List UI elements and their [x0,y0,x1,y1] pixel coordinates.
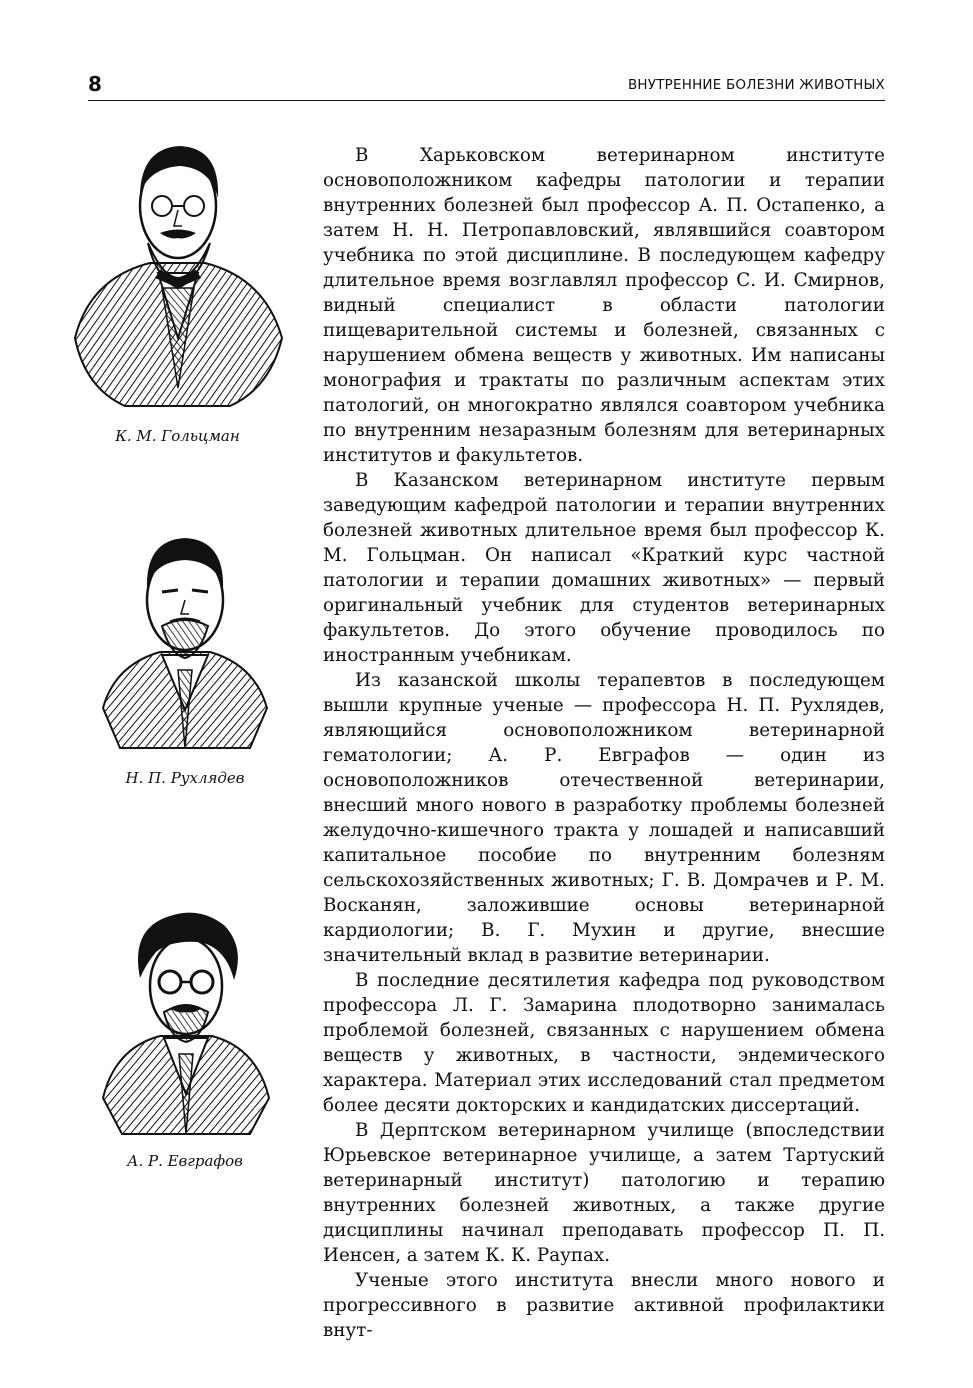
portrait-goltsman [70,138,285,410]
page-number: 8 [88,72,102,96]
body-text [323,143,885,1343]
portrait-engraving-icon [100,530,270,750]
portrait-caption: К. М. Гольцман [115,427,240,445]
portrait-caption: А. Р. Евграфов [127,1152,243,1170]
paragraph: В последние десятилетия кафедра под руководством профессора Л. Г. Замарина плодотворно занималась проблемой болезней, связанных с нарушением обмена веществ у животных, в частности, эндемического характера. Материал этих исследований стал предметом более десяти докторских и кандидатских диссертаций. [323,970,885,1116]
portrait-rukhlyadev [100,530,270,750]
portrait-caption: Н. П. Рухлядев [125,769,245,787]
paragraph: В Харьковском ветеринарном институте основоположником кафедры патологии и терапии внутренних болезней был профессор А. П. Остапенко, а затем Н. Н. Петропавловский, являвшийся соавтором учебника по этой дисциплине. В последующем кафедру длительное время возглавлял профессор С. И. Смирнов, видный специалист в области патологии пищеварительной системы и болезней, связанных с нарушением обмена веществ у животных. Им написаны монография и трактаты по различным аспектам этих патологий, он многократно являлся соавтором учебника по внутренним незаразным болезням для ветеринарных институтов и факультетов. [323,145,885,466]
portrait-engraving-icon [70,138,285,410]
paragraph: В Казанском ветеринарном институте первым заведующим кафедрой патологии и терапии внутренних болезней животных длительное время был профессор К. М. Гольцман. Он написал «Краткий курс частной патологии и терапии домашних животных» — первый оригинальный учебник для студентов ветеринарных факультетов. До этого обучение проводилось по иностранным учебникам. [323,470,885,666]
paragraph: Из казанской школы терапевтов в последующем вышли крупные ученые — профессора Н. П. Рухлядев, являющийся основоположником ветеринарной гематологии; А. Р. Евграфов — один из основоположников отечественной ветеринарии, внесший много нового в разработку проблемы болезней желудочно-кишечного тракта у лошадей и написавший капитальное пособие по внутренним болезням сельскохозяйственных животных; Г. В. Домрачев и Р. М. Восканян, заложившие основы ветеринарной кардиологии; В. Г. Мухин и другие, внесшие значительный вклад в развитие ветеринарии. [323,670,885,966]
portrait-engraving-icon [100,908,272,1136]
portrait-evgrafov [100,908,272,1136]
running-head [88,72,885,101]
paragraph: В Дерптском ветеринарном училище (впоследствии Юрьевское ветеринарное училище, а затем Тартуский ветеринарный институт) патологию и терапию внутренних болезней животных, а также другие дисциплины начинал преподавать профессор П. П. Иенсен, а затем К. К. Раупах. [323,1120,885,1266]
running-head-title: ВНУТРЕННИЕ БОЛЕЗНИ ЖИВОТНЫХ [627,77,885,93]
paragraph: Ученые этого института внесли много нового и прогрессивного в развитие активной профилактики внут- [323,1270,885,1341]
